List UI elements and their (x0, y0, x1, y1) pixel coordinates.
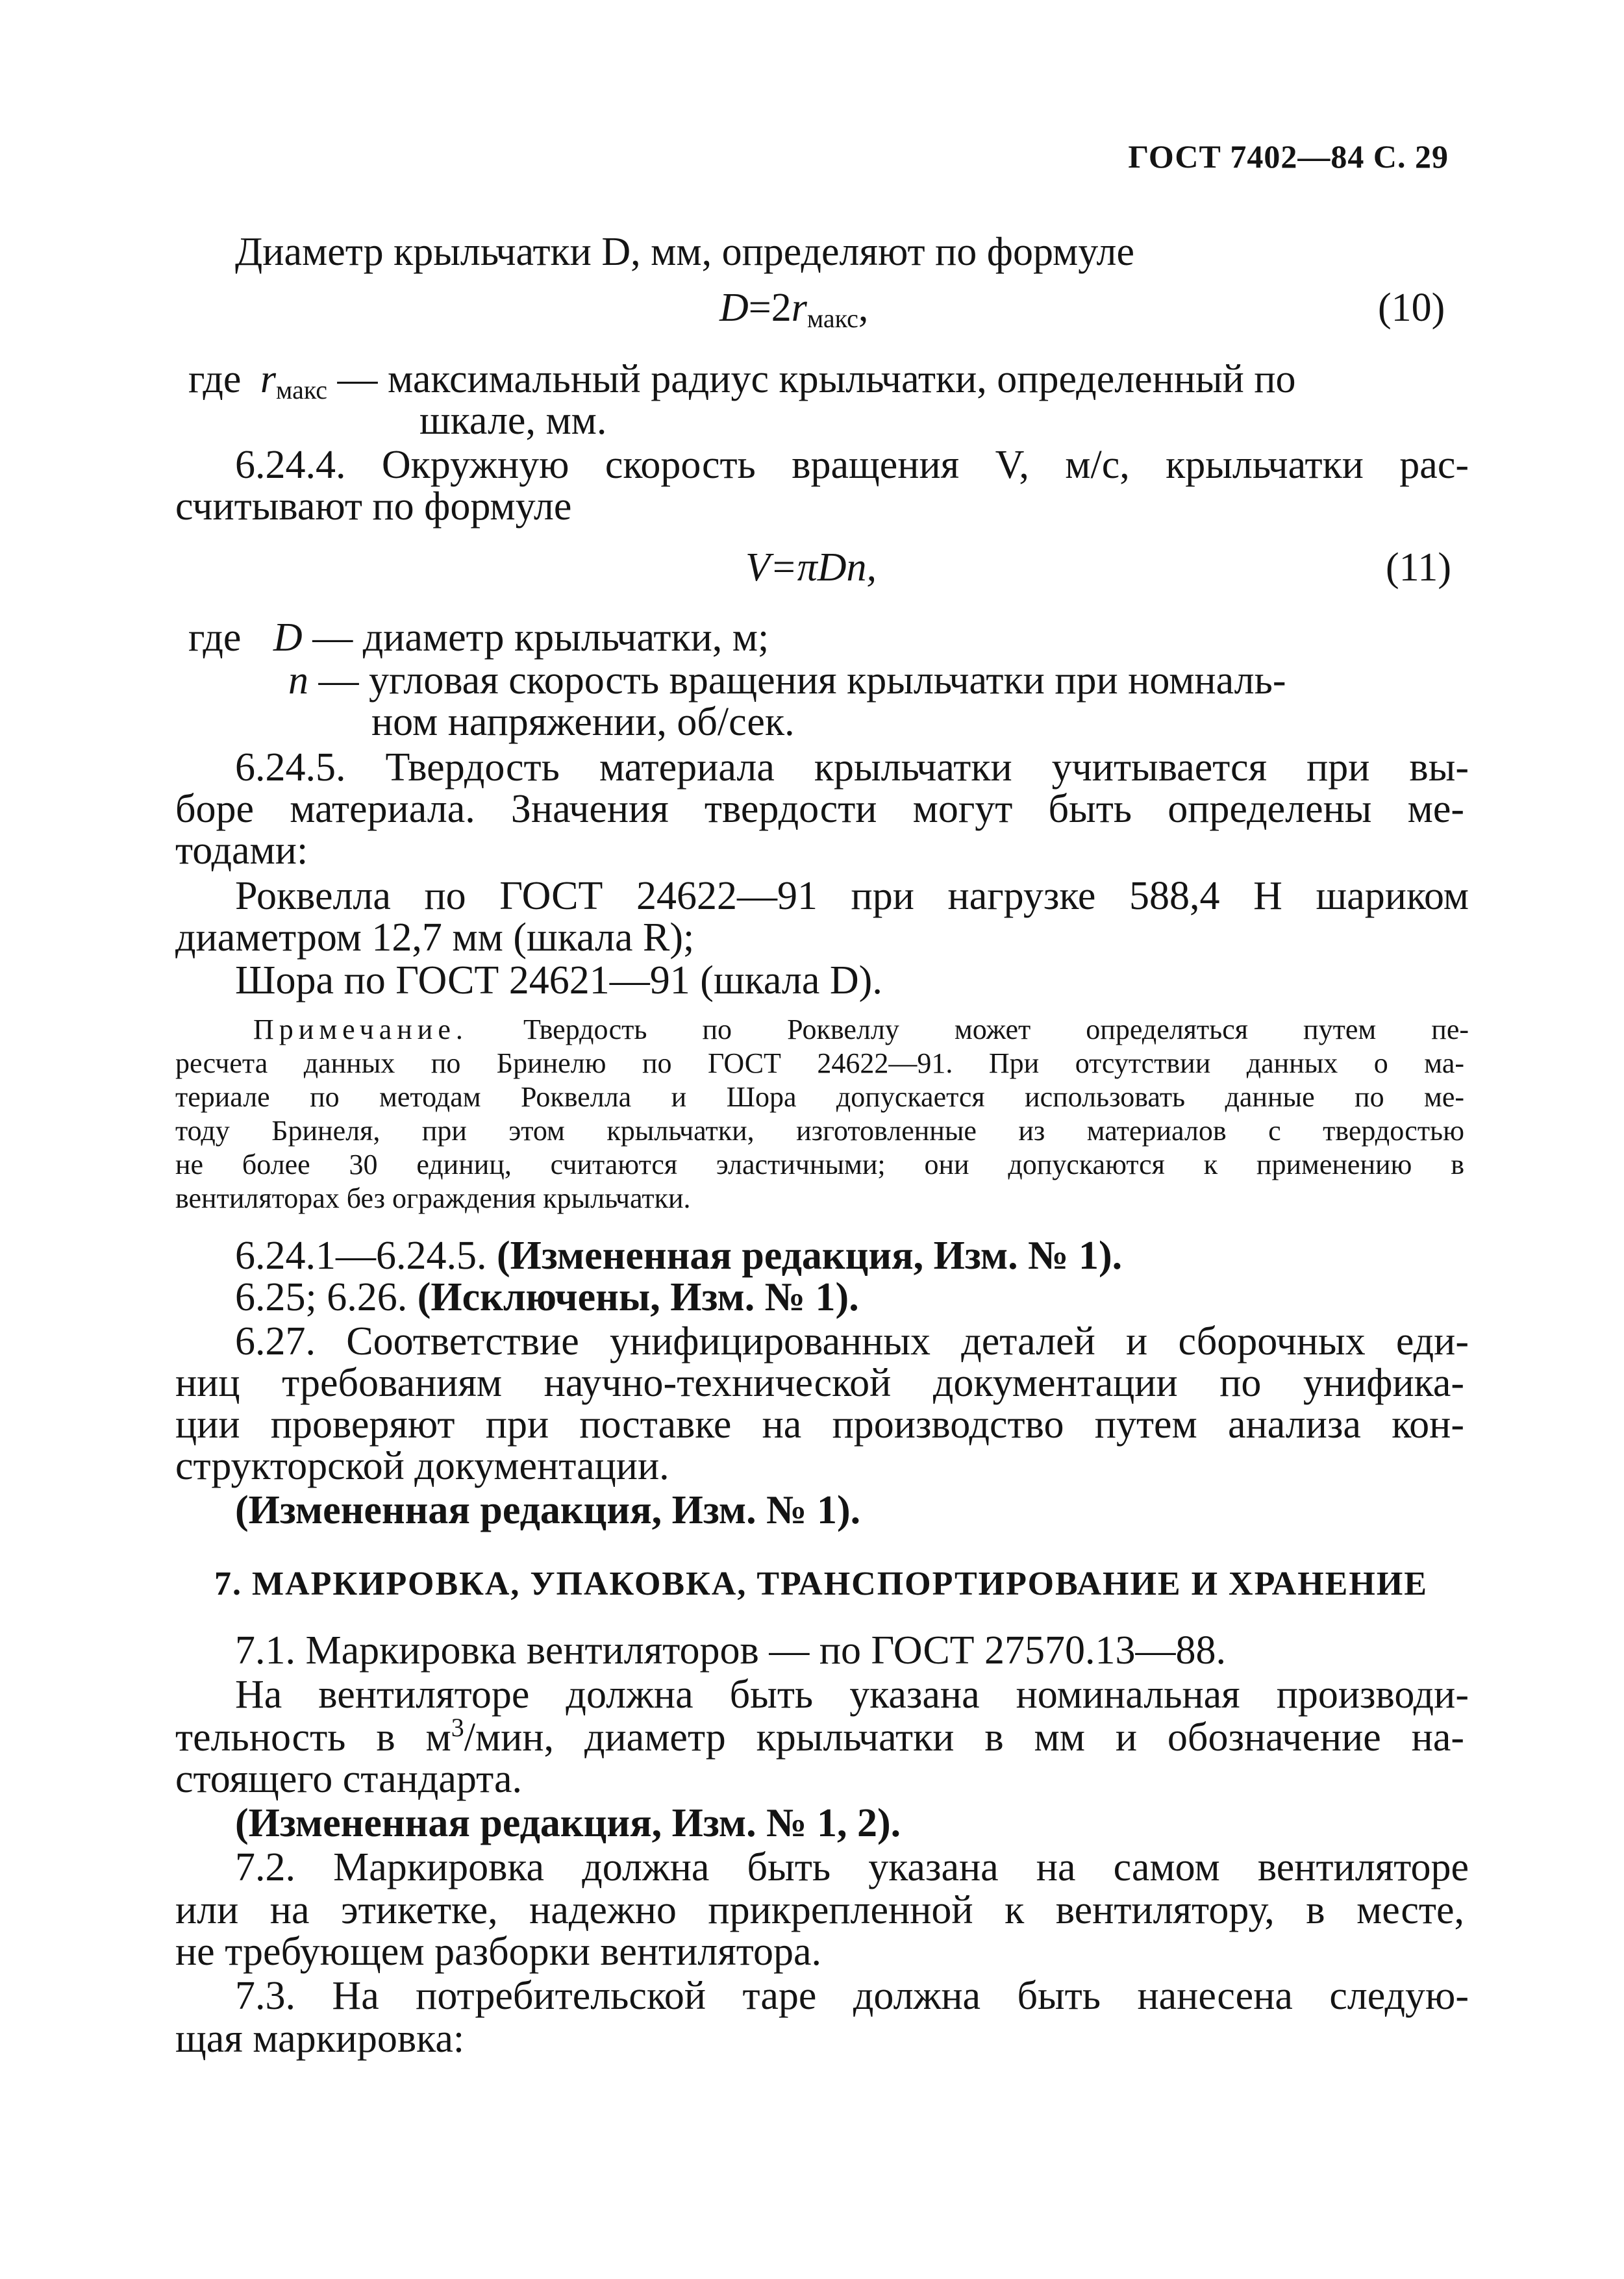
where-n-desc: — угловая скорость вращения крыльчатки при номналь- (318, 658, 1286, 703)
note-line-1 (253, 1013, 1469, 1047)
p6-24-5-line-1: 6.24.5. Твердость материала крыльчатки учитывается при вы- (235, 745, 1469, 790)
p7-1b-line-3: стоящего стандарта. (175, 1757, 522, 1801)
p6-27-line-1: 6.27. Соответствие унифицированных деталей и сборочных еди- (235, 1319, 1469, 1364)
p6-27-line-2: ниц требованиям научно-технической документации по унифика- (175, 1361, 1464, 1405)
p6-24-5-line-3: тодами: (175, 828, 308, 873)
p6-27-amendment: (Измененная редакция, Изм. № 1). (235, 1488, 861, 1532)
note-label: Примечание. (253, 1014, 468, 1045)
where-n-line (288, 657, 1286, 704)
p7-3-line-2: щая маркировка: (175, 2017, 465, 2061)
diameter-intro: Диаметр крыльчатки D, мм, определяют по формуле (235, 230, 1134, 274)
formula-10-tail: , (858, 286, 869, 330)
formula-10-lhs: D (719, 286, 749, 330)
p7-2-line-1: 7.2. Маркировка должна быть указана на самом вентиляторе (235, 1845, 1469, 1889)
formula-10-var: r (791, 286, 807, 330)
p6-27-line-4: структорской документации. (175, 1444, 669, 1488)
formula-10-sub: макс (806, 304, 858, 333)
section-7-heading: 7. МАРКИРОВКА, УПАКОВКА, ТРАНСПОРТИРОВАНИЕ И ХРАНЕНИЕ (214, 1565, 1428, 1602)
amendment-2-prefix: 6.25; 6.26. (235, 1275, 408, 1319)
p6-24-4-line-1: 6.24.4. Окружную скорость вращения V, м/с, крыльчатки рас- (235, 443, 1469, 487)
note-text-1: Твердость по Роквеллу может определяться путем пе- (523, 1014, 1469, 1045)
note-line-6: вентиляторах без ограждения крыльчатки. (175, 1182, 691, 1214)
p7-1b-line-1: На вентиляторе должна быть указана номинальная производи- (235, 1673, 1469, 1717)
amendment-1-text: (Измененная редакция, Изм. № 1). (497, 1234, 1123, 1278)
running-head: ГОСТ 7402—84 С. 29 (1128, 138, 1449, 175)
p6-24-5-line-2: боре материала. Значения твердости могут быть определены ме- (175, 787, 1464, 831)
amendment-1-prefix: 6.24.1—6.24.5. (235, 1234, 487, 1278)
where-r-var: r (260, 357, 277, 401)
formula-10 (719, 284, 868, 331)
p7-1-line: 7.1. Маркировка вентиляторов — по ГОСТ 27570.13—88. (235, 1628, 1227, 1673)
amendment-2 (235, 1274, 859, 1321)
where-d-desc: — диаметр крыльчатки, м; (312, 616, 769, 660)
amendment-1 (235, 1232, 1122, 1279)
p7-1b-line-2b: /мин, диаметр крыльчатки в мм и обозначение на- (464, 1715, 1464, 1760)
where-r-sub: макс (276, 375, 328, 405)
where-word-2: где (188, 616, 242, 660)
where-r-desc: — максимальный радиус крыльчатки, определенный по (337, 357, 1296, 401)
rockwell-line-1: Роквелла по ГОСТ 24622—91 при нагрузке 588,4 Н шариком (235, 874, 1469, 918)
eq-number-10: (10) (1378, 286, 1445, 330)
p7-2-line-2: или на этикетке, надежно прикрепленной к вентилятору, в месте, (175, 1888, 1464, 1932)
note-line-5: не более 30 единиц, считаются эластичными; они допускаются к применению в (175, 1149, 1464, 1180)
p7-1b-line-2a: тельность в м (175, 1715, 451, 1760)
p6-24-4-line-2: считывают по формуле (175, 484, 572, 529)
p7-2-line-3: не требующем разборки вентилятора. (175, 1930, 822, 1974)
amendment-2-text: (Исключены, Изм. № 1). (417, 1275, 859, 1319)
where-r-desc-cont: шкале, мм. (419, 399, 607, 443)
formula-10-eq: =2 (748, 286, 792, 330)
where-n-desc-cont: ном напряжении, об/сек. (371, 700, 795, 744)
p7-1-amendment: (Измененная редакция, Изм. № 1, 2). (235, 1801, 901, 1845)
note-line-3: териале по методам Роквелла и Шора допускается использовать данные по ме- (175, 1081, 1464, 1113)
p6-27-line-3: ции проверяют при поставке на производство путем анализа кон- (175, 1402, 1464, 1447)
note-line-2: ресчета данных по Бринелю по ГОСТ 24622—91. При отсутствии данных о ма- (175, 1047, 1464, 1079)
where-r-line (188, 356, 1296, 403)
eq-number-11: (11) (1386, 545, 1451, 590)
where-d-line (188, 614, 769, 661)
where-word: где (188, 357, 242, 401)
p7-3-line-1: 7.3. На потребительской таре должна быть нанесена следую- (235, 1974, 1469, 2018)
p7-1b-sup: 3 (451, 1713, 464, 1742)
rockwell-line-2: диаметром 12,7 мм (шкала R); (175, 915, 695, 960)
note-line-4: тоду Бринеля, при этом крыльчатки, изготовленные из материалов с твердостью (175, 1115, 1464, 1147)
formula-11: V=πDn, (745, 545, 877, 590)
where-n-var: n (288, 658, 308, 703)
shore-line: Шора по ГОСТ 24621—91 (шкала D). (235, 958, 882, 1003)
p7-1b-line-2 (175, 1714, 1464, 1761)
where-d-var: D (273, 616, 303, 660)
